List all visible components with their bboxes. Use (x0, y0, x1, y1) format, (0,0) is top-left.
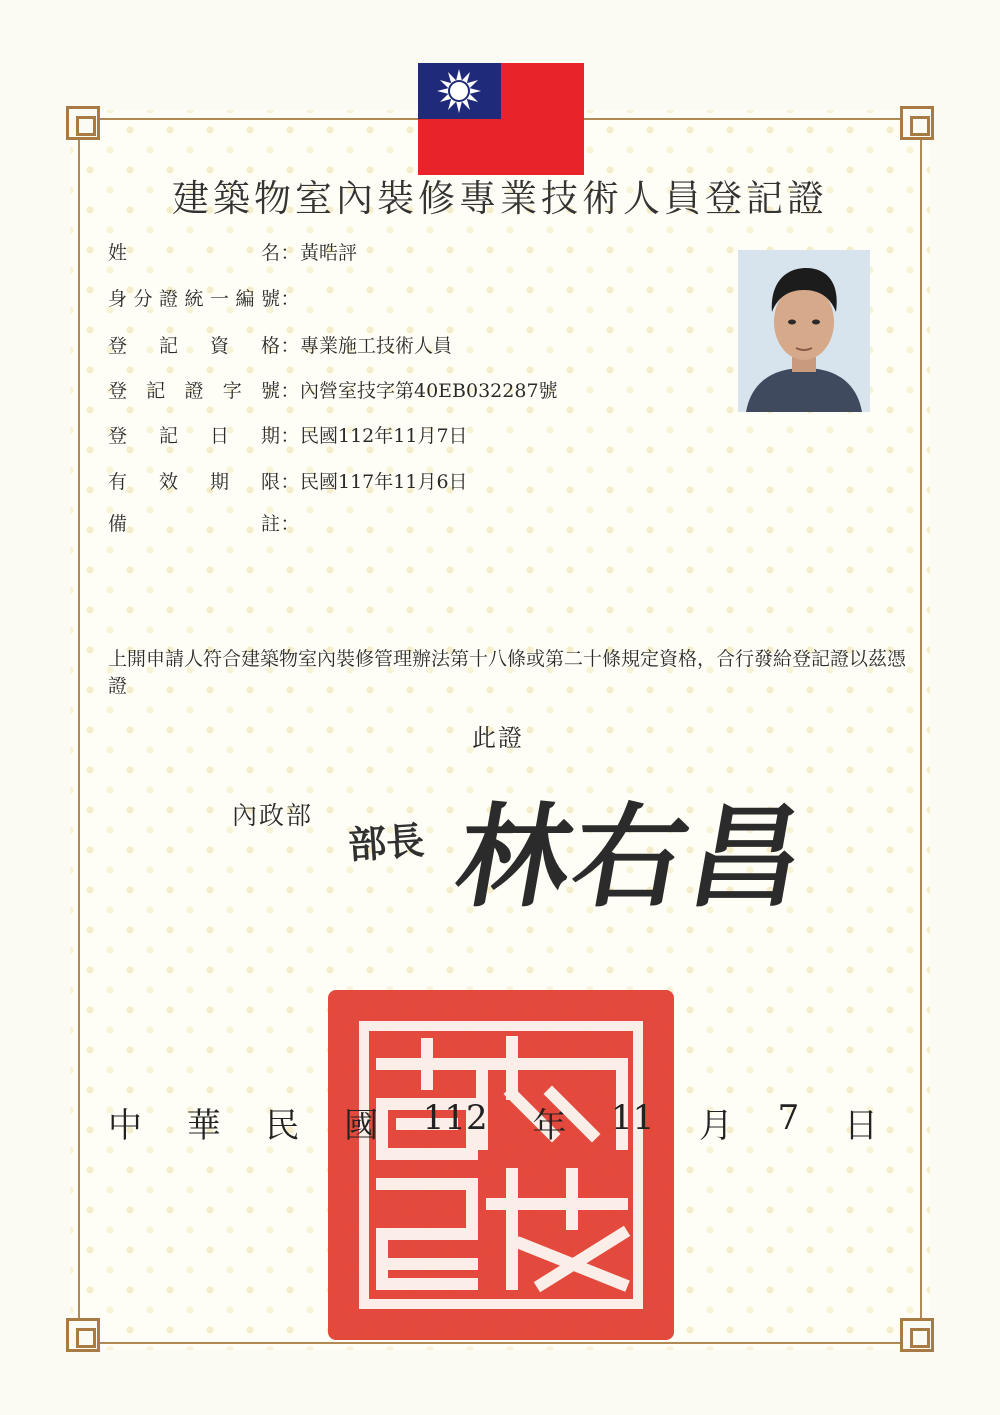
field-colon: ： (280, 335, 300, 357)
white-sun-icon (435, 67, 483, 115)
corner-ornament-top-left (66, 106, 100, 140)
date-month: 11 (611, 1098, 655, 1138)
date-char: 中 (108, 1106, 142, 1146)
field-certificate-number (108, 378, 558, 404)
field-colon: ： (280, 380, 300, 402)
date-year: 112 (422, 1098, 488, 1138)
portrait-photo (738, 250, 870, 412)
date-char: 國 (344, 1106, 379, 1146)
field-value: 專業施工技術人員 (300, 335, 453, 357)
corner-ornament-bottom-left (66, 1318, 100, 1352)
date-day: 7 (777, 1098, 800, 1138)
field-label: 姓名 (108, 242, 280, 264)
date-char: 年 (532, 1106, 567, 1146)
field-colon: ： (280, 513, 300, 535)
issue-date (108, 1098, 878, 1147)
field-colon: ： (280, 288, 300, 310)
field-colon: ： (280, 425, 300, 447)
field-colon: ： (280, 471, 300, 493)
field-value: 黃晧評 (300, 242, 358, 264)
field-id-number (108, 286, 300, 312)
field-label: 登記資格 (108, 335, 280, 357)
field-registration-date (108, 423, 468, 449)
corner-ornament-bottom-right (900, 1318, 934, 1352)
field-value: 民國117年11月6日 (300, 471, 468, 493)
statement-text: 上開申請人符合建築物室內裝修管理辦法第十八條或第二十條規定資格，合行發給登記證以茲憑證 (108, 648, 907, 697)
ministry-name: 內政部 (232, 801, 314, 830)
field-name (108, 240, 357, 266)
field-colon: ： (280, 242, 300, 264)
field-value: 民國112年11月7日 (300, 425, 468, 447)
field-value: 內營室技字第40EB032287號 (300, 380, 558, 402)
official-seal (322, 984, 680, 1346)
field-label: 備註 (108, 513, 280, 535)
roc-flag-icon (418, 63, 584, 175)
date-char: 民 (265, 1106, 300, 1146)
certify-text: 此證 (472, 724, 524, 752)
field-valid-until (108, 469, 468, 495)
certificate-title: 建築物室內裝修專業技術人員登記證 (172, 177, 828, 220)
minister-title: 部長 (346, 818, 426, 868)
date-char: 月 (698, 1106, 733, 1146)
field-label: 登記日期 (108, 425, 280, 447)
field-label: 登記證字號 (108, 380, 280, 402)
corner-ornament-top-right (900, 106, 934, 140)
field-remarks (108, 511, 300, 537)
seal-stamp-icon (322, 984, 680, 1346)
field-qualification (108, 333, 452, 359)
field-label: 有效期限 (108, 471, 280, 493)
minister-signature: 林右昌 (446, 793, 818, 923)
person-silhouette-icon (738, 250, 870, 412)
field-label: 身分證統一編號 (108, 288, 280, 310)
date-char: 日 (844, 1106, 878, 1146)
date-char: 華 (186, 1106, 221, 1146)
